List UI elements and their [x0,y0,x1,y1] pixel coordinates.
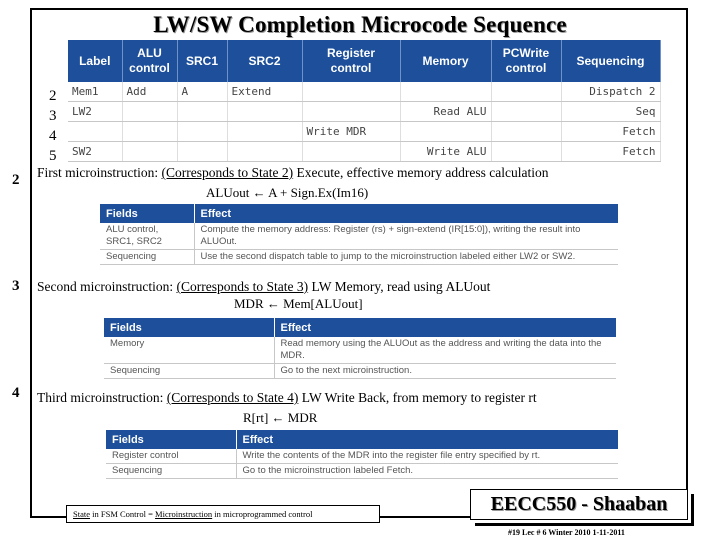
step3-state-ref: (Corresponds to State 3) [176,279,309,294]
microcode-cell: Seq [561,102,660,122]
microcode-cell [400,82,491,102]
microcode-cell [302,142,400,162]
step2-description [37,165,549,181]
slide-footer: #19 Lec # 6 Winter 2010 1-11-2011 [508,528,625,537]
microcode-col-header: SRC1 [177,40,227,82]
microcode-cell [227,142,302,162]
microcode-row [68,122,660,142]
step3-equation: MDR ← Mem[ALUout] [234,296,363,311]
microcode-cell [491,102,561,122]
step2-equation: ALUout ← A + Sign.Ex(Im16) [206,185,369,200]
table-row [106,464,618,479]
step4-fields-header: Fields [106,430,236,449]
microcode-cell: Write ALU [400,142,491,162]
step3-text-post: LW Memory, read using ALUout [308,279,491,294]
microcode-cell: A [177,82,227,102]
microcode-cell [177,102,227,122]
step2-number: 2 [12,172,20,188]
microcode-cell [491,82,561,102]
footnote-state: State [73,509,90,519]
microcode-row [68,102,660,122]
microcode-cell [122,102,177,122]
step4-text-post: LW Write Back, from memory to register rt [298,390,537,405]
field-name: Sequencing [106,464,236,479]
step3-number: 3 [12,278,20,294]
microcode-cell: Add [122,82,177,102]
row-number: 2 [49,88,57,104]
microcode-col-header: Register control [302,40,400,82]
step4-description [37,390,537,406]
row-numbers [49,86,63,166]
microcode-cell: Dispatch 2 [561,82,660,102]
footnote-end: in microprogrammed control [212,509,313,519]
step2-text-pre: First microinstruction: [37,165,162,180]
table-row [100,250,618,265]
microcode-cell: Mem1 [68,82,122,102]
step2-state-ref: (Corresponds to State 2) [161,165,294,180]
microcode-cell [122,142,177,162]
microcode-col-header: ALU control [122,40,177,82]
microcode-row [68,142,660,162]
step4-equation: R[rt] ← MDR [243,410,318,425]
step3-text-pre: Second microinstruction: [37,279,177,294]
microcode-cell [491,122,561,142]
step4-state-ref: (Corresponds to State 4) [166,390,299,405]
field-effect: Compute the memory address: Register (rs) + sign-extend (IR[15:0]), writing the result into ALUOut. [194,223,618,250]
step3-fields-header: Fields [104,318,274,337]
field-effect: Use the second dispatch table to jump to the microinstruction labeled either LW2 or SW2. [194,250,618,265]
step4-text-pre: Third microinstruction: [37,390,167,405]
microcode-cell [177,122,227,142]
field-effect: Read memory using the ALUOut as the address and writing the data into the MDR. [274,337,616,364]
microcode-cell: SW2 [68,142,122,162]
microcode-cell: Fetch [561,122,660,142]
microcode-cell: Read ALU [400,102,491,122]
microcode-cell: Fetch [561,142,660,162]
table-row [104,364,616,379]
field-effect: Write the contents of the MDR into the register file entry specified by rt. [236,449,618,464]
step2-fields-header: Fields [100,204,194,223]
microcode-cell [68,122,122,142]
microcode-cell: Extend [227,82,302,102]
field-name: ALU control, SRC1, SRC2 [100,223,194,250]
field-name: Sequencing [100,250,194,265]
microcode-cell [227,122,302,142]
microcode-cell [227,102,302,122]
microcode-col-header: Sequencing [561,40,660,82]
microcode-col-header: PCWrite control [491,40,561,82]
table-row [104,337,616,364]
field-name: Register control [106,449,236,464]
row-number: 4 [49,128,57,144]
footnote-mid: in FSM Control = [90,509,156,519]
slide-title: LW/SW Completion Microcode Sequence [153,12,567,37]
step2-text-post: Execute, effective memory address calculation [293,165,549,180]
field-name: Memory [104,337,274,364]
microcode-cell [302,102,400,122]
microcode-col-header: Label [68,40,122,82]
step3-effect-header: Effect [274,318,616,337]
row-number: 3 [49,108,57,124]
footnote [66,505,380,523]
course-brand: EECC550 - Shaaban [470,489,688,520]
footnote-microinstruction: Microinstruction [155,509,213,519]
table-row [100,223,618,250]
step2-fields-table [100,204,618,265]
microcode-col-header: Memory [400,40,491,82]
microcode-row [68,82,660,102]
microcode-cell: LW2 [68,102,122,122]
step3-description [37,279,490,295]
step4-fields-table [106,430,618,479]
microcode-col-header: SRC2 [227,40,302,82]
step3-fields-table [104,318,616,379]
microcode-cell [302,82,400,102]
step4-effect-header: Effect [236,430,618,449]
microcode-cell: Write MDR [302,122,400,142]
field-effect: Go to the next microinstruction. [274,364,616,379]
field-effect: Go to the microinstruction labeled Fetch. [236,464,618,479]
field-name: Sequencing [104,364,274,379]
microcode-table [68,40,661,162]
step2-effect-header: Effect [194,204,618,223]
step4-number: 4 [12,385,20,401]
microcode-cell [400,122,491,142]
table-row [106,449,618,464]
microcode-cell [177,142,227,162]
microcode-cell [491,142,561,162]
microcode-cell [122,122,177,142]
microcode-header-row [68,40,660,82]
row-number: 5 [49,148,57,164]
